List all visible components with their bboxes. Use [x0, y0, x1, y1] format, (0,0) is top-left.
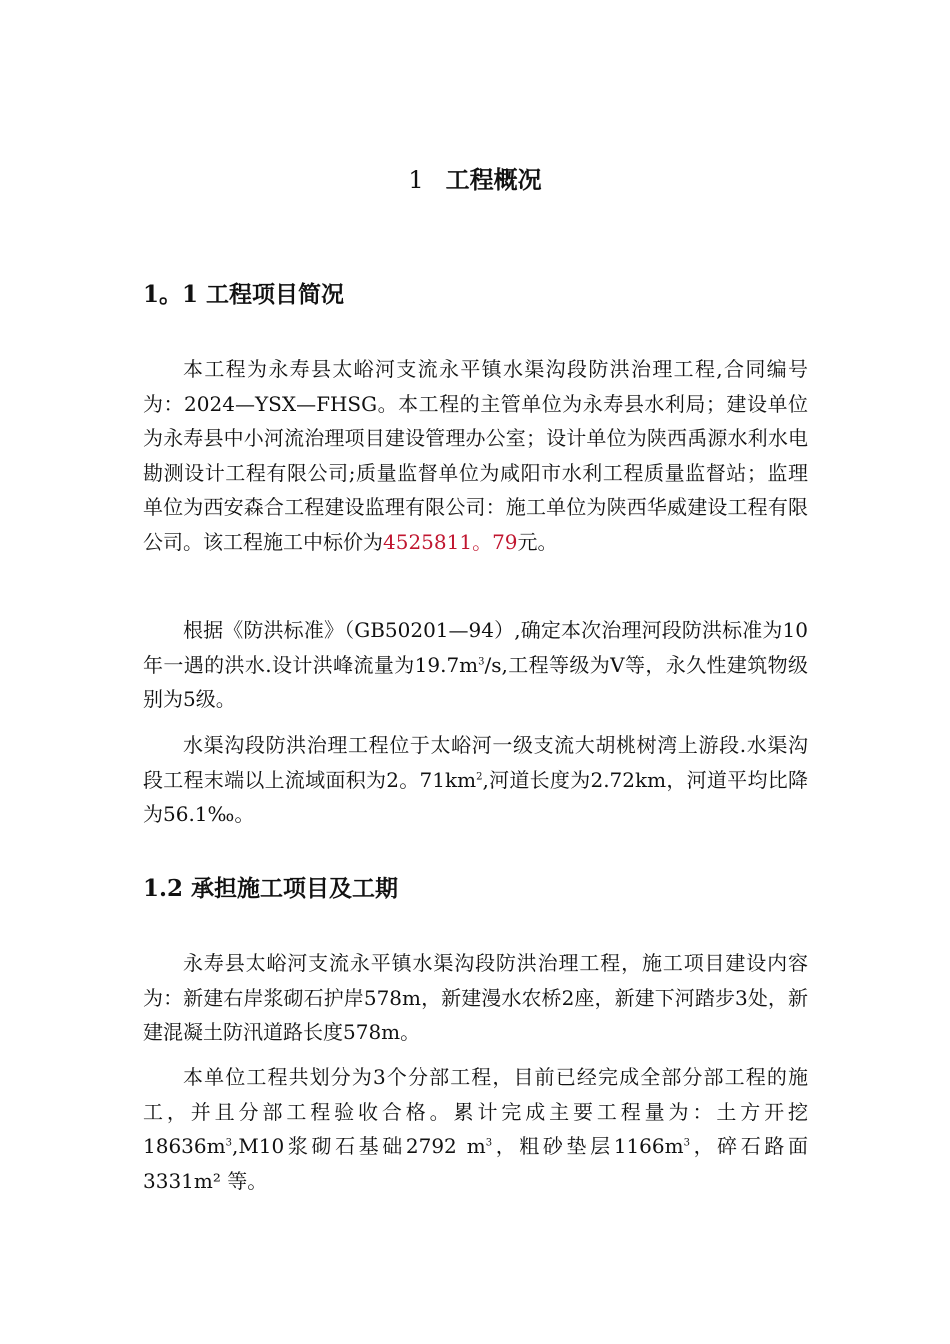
paragraph-text: ,M10浆砌石基础2792 m — [231, 1134, 486, 1158]
section-heading-1-2: 1.2 承担施工项目及工期 — [143, 875, 399, 902]
chapter-number: 1 — [408, 166, 424, 194]
paragraph-construction-content — [143, 946, 808, 1050]
paragraph-project-overview — [143, 352, 808, 559]
paragraph-text: ，粗砂垫层1166m — [492, 1134, 684, 1158]
paragraph-location — [143, 728, 808, 832]
paragraph-text: 永寿县太峪河支流永平镇水渠沟段防洪治理工程，施工项目建设内容为：新建右岸浆砌石护岸578m，新建漫水农桥2座，新建下河踏步3处，新建混凝土防汛道路长度578m。 — [143, 951, 808, 1044]
paragraph-quantities — [143, 1060, 808, 1198]
paragraph-text: 本单位工程共划分为3个分部工程，目前已经完成全部分部工程的施工，并且分部工程验收合格。累计完成主要工程量为：土方开挖18636m — [143, 1065, 808, 1158]
paragraph-text: 水渠沟段防洪治理工程位于太峪河一级支流大胡桃树湾上游段.水渠沟段工程末端以上流域面积为2。71km — [143, 733, 808, 792]
section-heading-1-1: 1。1 工程项目简况 — [143, 281, 345, 308]
superscript: 3 — [478, 655, 485, 667]
superscript: 3 — [225, 1137, 232, 1149]
superscript: 3 — [683, 1137, 690, 1149]
paragraph-text: 根据《防洪标准》（GB50201—94）,确定本次治理河段防洪标准为10年一遇的洪水.设计洪峰流量为19.7m — [143, 618, 808, 677]
superscript: 3 — [485, 1137, 493, 1149]
paragraph-text: 本工程为永寿县太峪河支流永平镇水渠沟段防洪治理工程,合同编号为：2024—YSX—FHSG。本工程的主管单位为永寿县水利局；建设单位为永寿县中小河流治理项目建设管理办公室；设计单位为陕西禹源水利水电勘测设计工程有限公司;质量监督单位为咸阳市水利工程质量监督站；监理单位为西安森合工程建设监理有限公司：施工单位为陕西华威建设工程有限公司。该工程施工中标价为 — [143, 357, 808, 554]
bid-amount: 4525811。79 — [383, 529, 518, 554]
chapter-title-text: 工程概况 — [445, 165, 542, 194]
superscript: 2 — [476, 770, 483, 782]
paragraph-text: ,河道长度为2.72km，河道平均比降为56.1‰。 — [143, 767, 808, 826]
paragraph-text: 元。 — [517, 529, 558, 554]
paragraph-flood-standard — [143, 613, 808, 717]
paragraph-text: /s,工程等级为Ⅴ等，永久性建筑物级别为5级。 — [143, 652, 808, 711]
paragraph-text: ，碎石路面3331m² 等。 — [143, 1134, 808, 1193]
chapter-title — [0, 160, 950, 195]
